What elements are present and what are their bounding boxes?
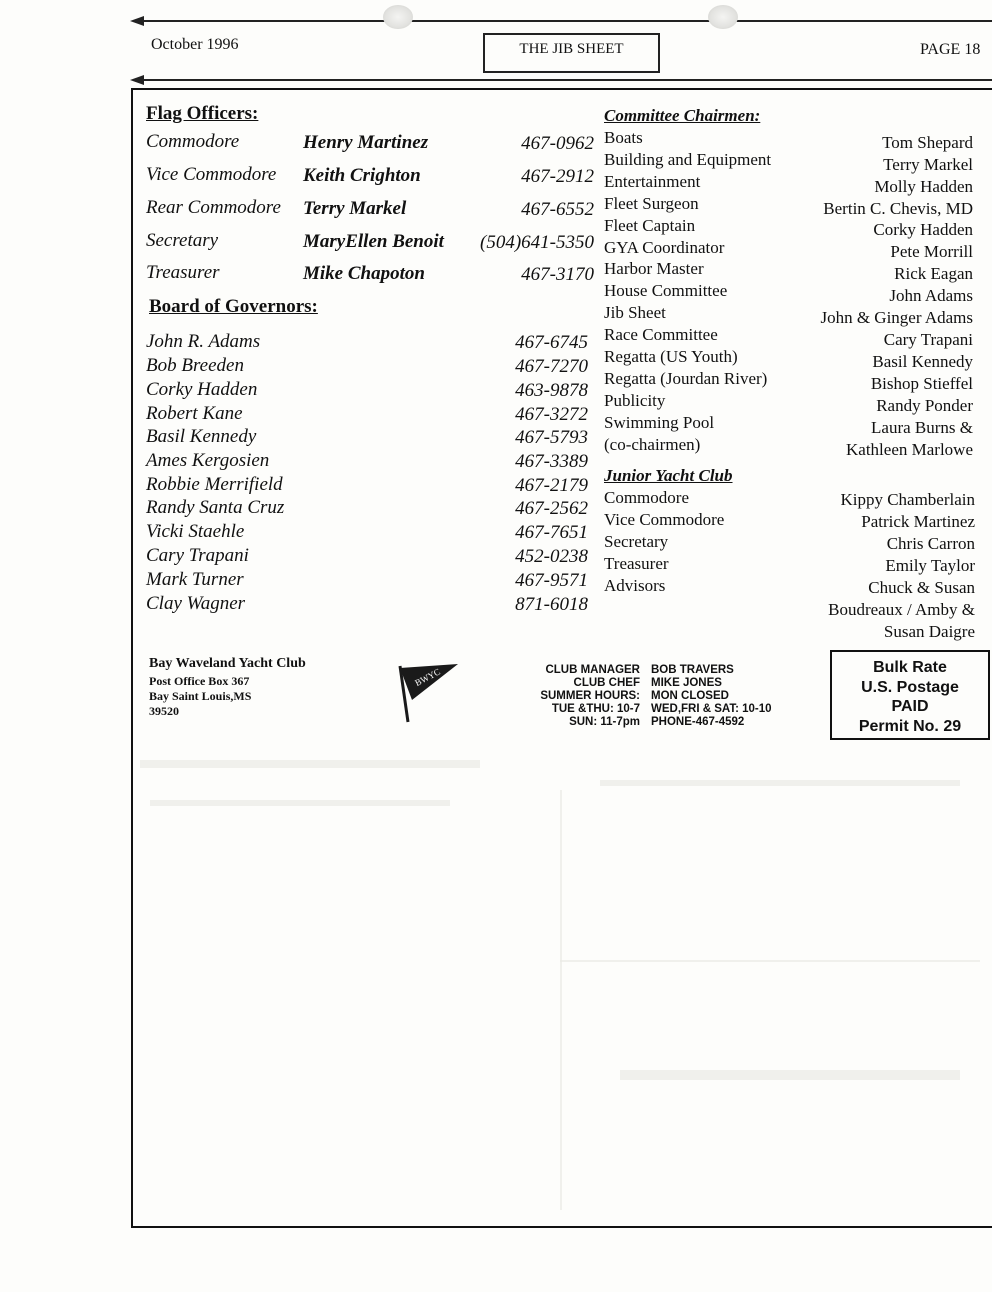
junior-title: Commodore <box>604 488 689 507</box>
postage-line: Permit No. 29 <box>858 717 962 735</box>
issue-date: October 1996 <box>151 36 239 53</box>
junior-title: Secretary <box>604 532 669 551</box>
junior-title: Vice Commodore <box>604 510 725 529</box>
governor-name: Clay Wagner <box>146 593 246 614</box>
committee-chair: Corky Hadden <box>873 220 973 239</box>
governor-name: John R. Adams <box>146 331 261 352</box>
governor-phone: 467-3389 <box>515 451 588 472</box>
committee-name: Entertainment <box>604 172 701 191</box>
officer-phone: 467-3170 <box>521 264 594 285</box>
officer-phone: 467-2912 <box>521 166 594 187</box>
officer-title: Treasurer <box>146 262 220 283</box>
committee-chair: Rick Eagan <box>894 264 973 283</box>
info-label: TUE &THU: 10-7 <box>551 703 640 715</box>
committee-name: Jib Sheet <box>604 303 666 322</box>
flag-officers-heading: Flag Officers: <box>146 103 259 124</box>
governor-name: Robert Kane <box>146 403 243 424</box>
committee-chair: Randy Ponder <box>876 396 973 415</box>
committee-name: Regatta (US Youth) <box>604 347 738 366</box>
officer-name: Mike Chapoton <box>303 263 425 284</box>
committee-name: Swimming Pool <box>604 413 715 432</box>
committee-name: Regatta (Jourdan River) <box>604 369 768 388</box>
committee-name: GYA Coordinator <box>604 238 725 257</box>
governor-phone: 467-7270 <box>515 356 588 377</box>
officer-name: MaryEllen Benoit <box>303 231 444 252</box>
punch-hole-right <box>708 5 738 29</box>
committee-chair: Terry Markel <box>883 155 973 174</box>
committee-name: Boats <box>604 128 643 147</box>
junior-title: Treasurer <box>604 554 669 573</box>
committee-heading: Committee Chairmen: <box>604 106 761 125</box>
governor-name: Bob Breeden <box>146 355 244 376</box>
content-frame-bottom <box>131 1226 992 1228</box>
info-value: WED,FRI & SAT: 10-10 <box>651 703 772 715</box>
header-rule-top <box>140 20 992 22</box>
club-info-labels <box>540 664 640 729</box>
committee-name: Harbor Master <box>604 259 704 278</box>
officer-phone: (504)641-5350 <box>480 232 594 253</box>
committee-chair: Cary Trapani <box>883 330 973 349</box>
governor-name: Cary Trapani <box>146 545 249 566</box>
officer-name: Henry Martinez <box>303 132 429 153</box>
officer-phone: 467-0962 <box>521 133 594 154</box>
junior-name: Susan Daigre <box>883 622 975 641</box>
info-value: MON CLOSED <box>651 690 729 702</box>
governor-phone: 871-6018 <box>515 594 588 615</box>
officer-name: Terry Markel <box>303 198 407 219</box>
committee-name: Building and Equipment <box>604 150 772 169</box>
committee-chair: Molly Hadden <box>874 177 973 196</box>
postage-line: PAID <box>891 698 929 715</box>
committee-name: Publicity <box>604 391 666 410</box>
board-heading: Board of Governors: <box>149 296 318 317</box>
committee-chair: Bishop Stieffel <box>870 374 973 393</box>
burgee-logo <box>394 660 464 724</box>
officer-phone: 467-6552 <box>521 199 594 220</box>
officer-title: Commodore <box>146 131 240 152</box>
postage-indicia <box>830 650 990 740</box>
info-value: BOB TRAVERS <box>651 664 734 676</box>
punch-hole-left <box>383 5 413 29</box>
governor-name: Mark Turner <box>146 569 244 590</box>
governor-name: Ames Kergosien <box>146 450 270 471</box>
committee-chair: Basil Kennedy <box>872 352 973 371</box>
governor-phone: 467-6745 <box>515 332 588 353</box>
junior-name: Chris Carron <box>886 534 975 553</box>
governor-phone: 452-0238 <box>515 546 588 567</box>
junior-name: Boudreaux / Amby & <box>828 600 975 619</box>
governor-name: Randy Santa Cruz <box>146 497 285 518</box>
newsletter-title-box <box>483 33 660 73</box>
committee-chair: Kathleen Marlowe <box>846 440 973 459</box>
city-state: Bay Saint Louis,MS <box>149 689 252 703</box>
committee-chair: Pete Morrill <box>890 242 973 261</box>
committee-chair: John & Ginger Adams <box>820 308 973 327</box>
governor-name: Basil Kennedy <box>146 426 257 447</box>
newsletter-title: THE JIB SHEET <box>519 41 624 57</box>
info-label: SUMMER HOURS: <box>540 690 640 702</box>
burgee-text: BWYC <box>413 666 442 688</box>
info-value: PHONE-467-4592 <box>651 716 745 728</box>
committee-chair: Bertin C. Chevis, MD <box>823 199 973 218</box>
governor-phone: 467-9571 <box>515 570 588 591</box>
junior-title: Advisors <box>604 576 666 595</box>
committee-chair: Tom Shepard <box>882 133 973 152</box>
info-value: MIKE JONES <box>651 677 722 689</box>
info-label: SUN: 11-7pm <box>569 716 640 728</box>
po-box: Post Office Box 367 <box>149 674 250 688</box>
postage-line: U.S. Postage <box>861 678 959 696</box>
committee-chair: Laura Burns & <box>871 418 973 437</box>
committee-name: Fleet Surgeon <box>604 194 699 213</box>
junior-name: Patrick Martinez <box>861 512 975 531</box>
governor-name: Vicki Staehle <box>146 521 245 542</box>
officer-title: Rear Commodore <box>146 197 281 218</box>
governor-phone: 467-2562 <box>515 498 588 519</box>
officer-name: Keith Crighton <box>303 165 421 186</box>
governor-phone: 467-7651 <box>515 522 588 543</box>
junior-name: Kippy Chamberlain <box>840 490 975 509</box>
governor-name: Robbie Merrifield <box>146 474 283 495</box>
junior-name: Chuck & Susan <box>868 578 975 597</box>
junior-name: Emily Taylor <box>885 556 975 575</box>
committee-name: House Committee <box>604 281 728 300</box>
page-number: PAGE 18 <box>920 41 981 58</box>
committee-name: (co-chairmen) <box>604 435 701 454</box>
officer-title: Vice Commodore <box>146 164 277 185</box>
club-name: Bay Waveland Yacht Club <box>149 656 306 671</box>
committee-name: Fleet Captain <box>604 216 696 235</box>
committee-chair: John Adams <box>889 286 973 305</box>
governor-phone: 467-2179 <box>515 475 588 496</box>
junior-yacht-club-heading: Junior Yacht Club <box>604 466 733 485</box>
committee-name: Race Committee <box>604 325 718 344</box>
governor-name: Corky Hadden <box>146 379 258 400</box>
header-rule-bottom <box>140 79 992 81</box>
postage-line: Bulk Rate <box>873 659 947 676</box>
info-label: CLUB CHEF <box>573 677 640 689</box>
info-label: CLUB MANAGER <box>545 664 640 676</box>
governor-phone: 467-3272 <box>515 404 588 425</box>
zip-code: 39520 <box>149 704 179 718</box>
governor-phone: 463-9878 <box>515 380 588 401</box>
officer-title: Secretary <box>146 230 219 251</box>
governor-phone: 467-5793 <box>515 427 588 448</box>
club-info-values <box>651 664 772 729</box>
